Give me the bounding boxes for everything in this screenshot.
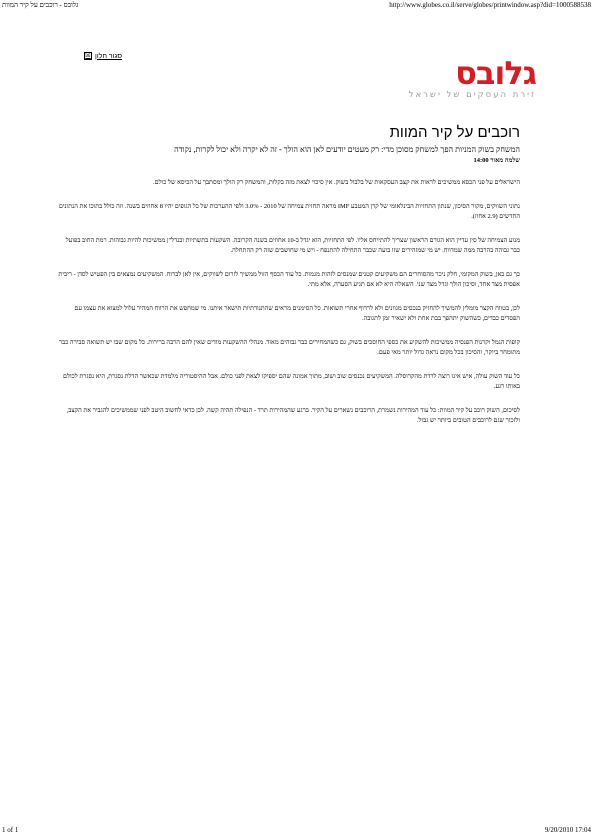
close-box-icon: ☒	[85, 53, 91, 59]
article-paragraph: קופות הגמל וקרנות הפנסיה ממשיכות להשקיע את כספי החוסכים בשוק, גם כשהמחירים כבר גבוהים מאוד. מנהלי ההשקעות מודים שאין להם הרבה ברירות. כל מקום שבו יש תשואה סבירה כבר מתומחר ביוקר, והסיכון בכל מקום נראה גדול יותר מאי פעם.	[58, 338, 520, 356]
close-window-label: סגור חלון	[95, 52, 123, 60]
article-paragraph: לכן, בטווח הקצר מומלץ להמשיך להחזיק בנכסים מגוונים ולא לרדוף אחרי תשואות. כל הסימנים מראים שהתנודתיות תישאר איתנו. מי שמחפש את הרווח המהיר עלול למצוא את עצמו עם הפסדים כבדים, כשהשוק יתהפך בבת אחת ולא ישאיר זמן לתגובה.	[74, 304, 520, 322]
page-header-url: http://www.globes.co.il/serve/globes/printwindow.asp?did=1000588538	[389, 1, 591, 9]
page-count: 1 of 1	[2, 826, 19, 834]
logo-tagline: זירת העסקים של ישראל	[408, 90, 536, 100]
article-paragraph: מנוע הצמיחה של סין עדיין הוא הגורם הראשון שצריך להתייחס אליו. לפי התחזיות, הוא יגדל ב-10 אחוזים בשנה הקרובה. השקעות בתשתיות ובנדל"ן ממשיכות להיות גבוהות. רמת החוב בפועל כבר גבוהה בהרבה ממה שמדווח. יש מי שמזהירים שזו בועה שכבר התחילה להתנפח - ויש מי שחושבים שזה רק ההתחלה.	[65, 236, 520, 254]
print-timestamp: 9/20/2010 17:04	[544, 826, 591, 834]
article-byline: שלמה מאור 14:00	[473, 157, 520, 164]
logo-wordmark: גלובס	[455, 54, 536, 92]
article-paragraph: כל עוד השוק עולה, איש אינו רוצה לרדת מהקרוסלה. המשקיעים נכנסים שוב ושוב, מתוך אמונה שהם יספיקו לצאת לפני כולם. אבל ההיסטוריה מלמדת שכאשר הדלת נסגרת, היא נסגרת לכולם באותו רגע.	[63, 372, 520, 390]
article-title: רוכבים על קיר המוות	[389, 124, 520, 141]
page-header-title: גלובס - רוכבים על קיר המוות	[2, 1, 79, 9]
article-paragraph: לסיכום, השוק רוכב על קיר המוות: כל עוד המהירות נשמרת, הרוכבים נשארים על הקיר. ברגע שהמהירות תרד - הנפילה תהיה קשה. לכן כדאי לחשוב היטב לפני שממשיכים להגביר את הקצב, ולזכור שגם לרוכבים הטובים ביותר יש גבול.	[66, 406, 520, 424]
article-subtitle: המשחק בשוק המניות הפך למשחק מסוכן מדי: רק מעטים יודעים לאן הוא הולך - זה לא יקרה ולא יכול לקרות, נקודה	[174, 145, 520, 154]
close-window-link[interactable]	[84, 52, 122, 60]
article-paragraph: נתוני השווקים, מקור הסיכון, שנתון התחזיות הבינלאומי של קרן המטבע IMF מראה תחזית צמיחה של 2010 - 3.0% ולפי ההערכות של כל הגופים יהיו 8 אחוזים בשנה. וזה כולל בתוכו את הנתונים החדשים (2.9 אחוז).	[58, 202, 520, 220]
article-paragraph: הישראלים על פני הכסא ממשיכים לראות את קצב העסקאות של בלבול בשוק. אין סיכוי לצאת מזה בקלות, והמשחק רק הולך ומסתבך על הכיסא של כולם.	[153, 179, 520, 186]
article-paragraph: כך גם כאן, בשוק המקומי, חלק ניכר מהסוחרים הם משקיעים קטנים שמנסים לזהות מגמות. כל עוד הכסף הזול ממשיך לזרום לשווקים, אין לאן לברוח. המשקיעים נמצאים בין הפטיש לסדן - ריבית אפסית מצד אחד, וסיכון הולך וגדל מצד שני. השאלה היא לא אם תגיע הסערה, אלא מתי.	[58, 270, 520, 288]
globes-logo	[386, 56, 536, 108]
article	[58, 124, 520, 440]
